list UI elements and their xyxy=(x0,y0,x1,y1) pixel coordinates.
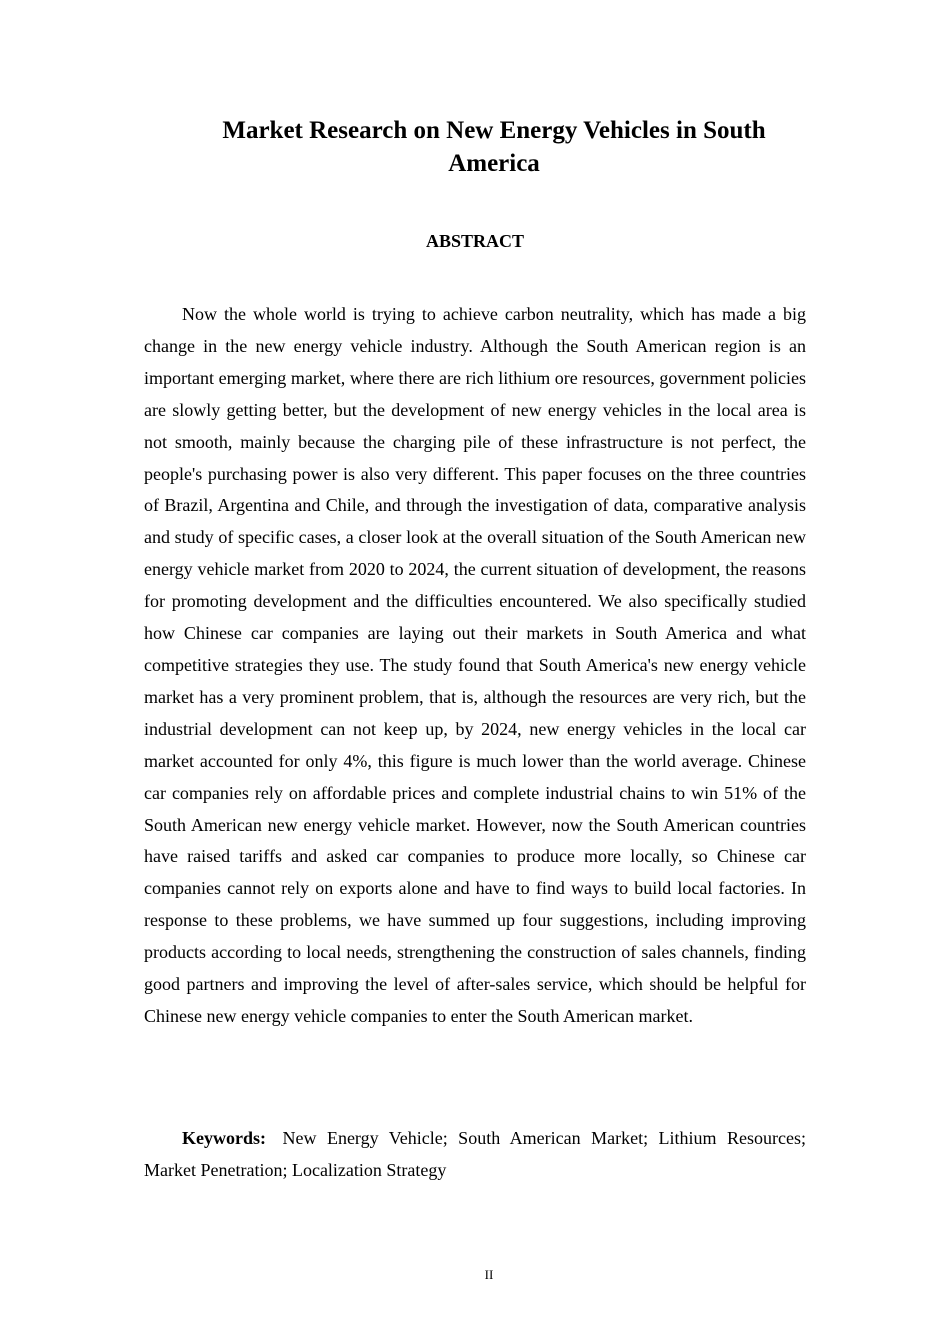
keywords-list: New Energy Vehicle; South American Market; Lithium Resources; Market Penetration; Localization Strategy xyxy=(144,1128,807,1180)
paper-title: Market Research on New Energy Vehicles in South America xyxy=(222,117,766,177)
keywords-label: Keywords: xyxy=(182,1128,266,1148)
abstract-paragraph: Now the whole world is trying to achieve carbon neutrality, which has made a big change in the new energy vehicle industry. Although the South American region is an important emerging market, where there are rich lithium ore resources, government policies are slowly getting better, but the development of new energy vehicles in the local area is not smooth, mainly because the charging pile of these infrastructure is not perfect, the people's purchasing power is also very different. This paper focuses on the three countries of Brazil, Argentina and Chile, and through the investigation of data, comparative analysis and study of specific cases, a closer look at the overall situation of the South American new energy vehicle market from 2020 to 2024, the current situation of development, the reasons for promoting development and the difficulties encountered. We also specifically studied how Chinese car companies are laying out their markets in South America and what competitive strategies they use. The study found that South America's new energy vehicle market has a very prominent problem, that is, although the resources are very rich, but the industrial development can not keep up, by 2024, new energy vehicles in the local car market accounted for only 4%, this figure is much lower than the world average. Chinese car companies rely on affordable prices and complete industrial chains to win 51% of the South American new energy vehicle market. However, now the South American countries have raised tariffs and asked car companies to produce more locally, so Chinese car companies cannot rely on exports alone and have to find ways to build local factories. In response to these problems, we have summed up four suggestions, including improving products according to local needs, strengthening the construction of sales channels, finding good partners and improving the level of after-sales service, which should be helpful for Chinese new energy vehicle companies to enter the South American market. xyxy=(144,304,806,1026)
page-number: II xyxy=(484,1267,494,1282)
abstract-heading: ABSTRACT xyxy=(425,231,525,251)
keywords-paragraph xyxy=(144,1122,806,1186)
